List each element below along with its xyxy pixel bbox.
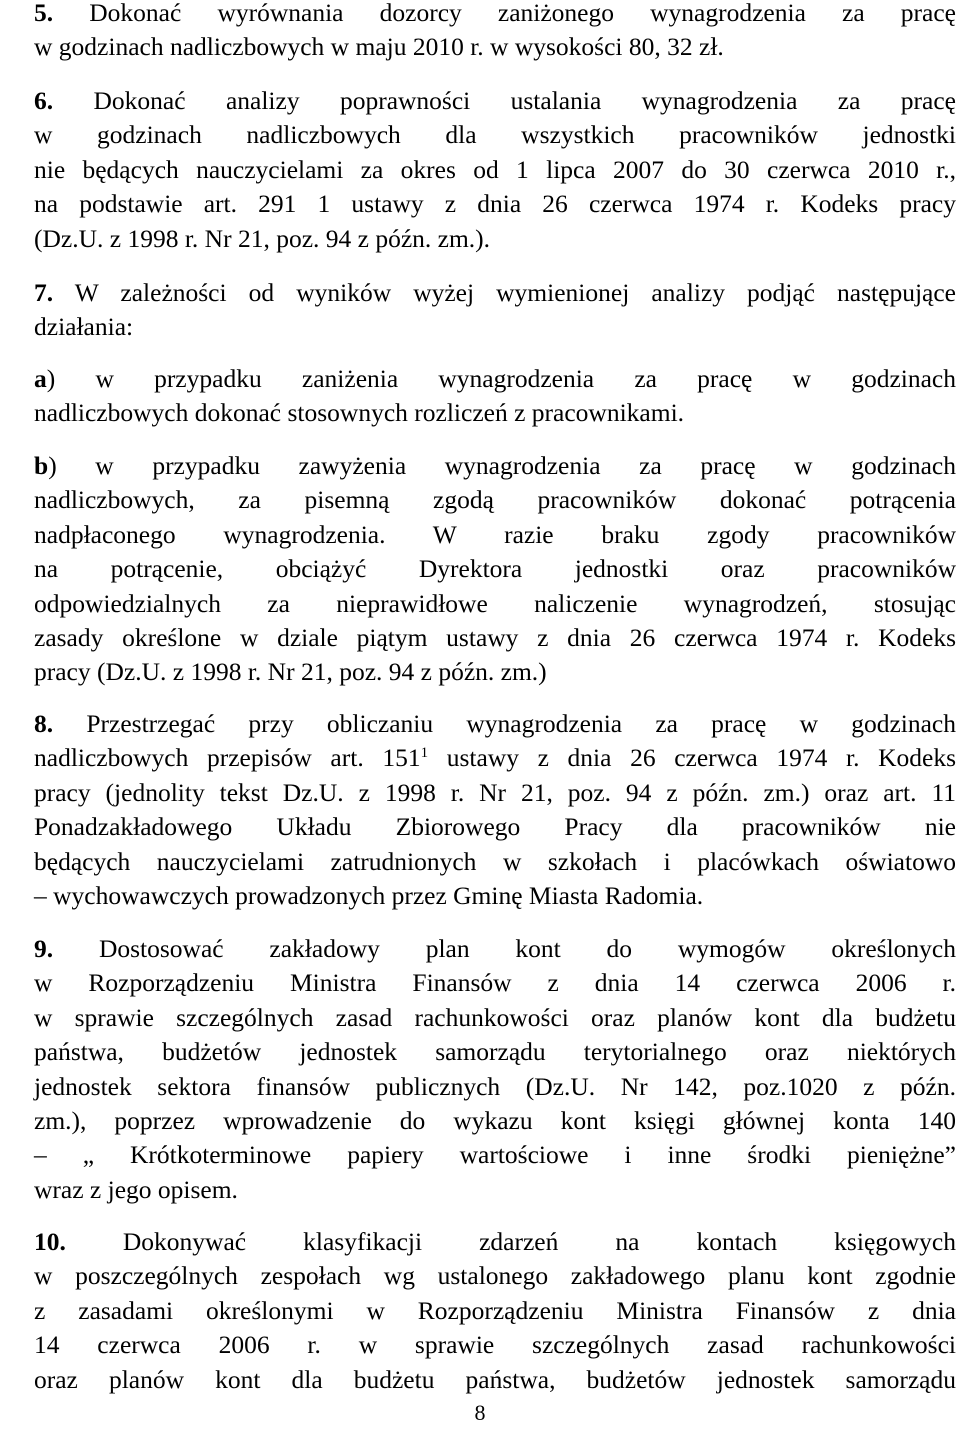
item-6-line-3: nie będących nauczycielami za okres od 1 lipca 2007 do 30 czerwca 2010 r., xyxy=(34,154,956,184)
item-10 xyxy=(34,1225,956,1397)
item-6-number: 6. xyxy=(34,86,54,115)
item-a-letter: a xyxy=(34,364,47,393)
item-b-line-1: b) w przypadku zawyżenia wynagrodzenia za pracę w godzinach xyxy=(34,451,956,480)
item-9-line-2: w Rozporządzeniu Ministra Finansów z dnia 14 czerwca 2006 r. xyxy=(34,968,956,998)
item-9-line-4: państwa, budżetów jednostek samorządu terytorialnego oraz niektórych xyxy=(34,1037,956,1067)
item-9-line-7: – „ Krótkoterminowe papiery wartościowe i inne środki pieniężne” xyxy=(34,1140,956,1170)
item-8-line-4: Ponadzakładowego Układu Zbiorowego Pracy dla pracowników nie xyxy=(34,812,956,842)
item-7-line-2: działania: xyxy=(34,312,134,342)
item-9-line-6: zm.), poprzez wprowadzenie do wykazu kont księgi głównej konta 140 xyxy=(34,1106,956,1136)
item-a-line-2: nadliczbowych dokonać stosownych rozliczeń z pracownikami. xyxy=(34,398,685,428)
item-9-line-8: wraz z jego opisem. xyxy=(34,1174,238,1204)
item-7-number: 7. xyxy=(34,278,54,307)
item-b-line-5: odpowiedzialnych za nieprawidłowe naliczenie wynagrodzeń, stosując xyxy=(34,588,956,618)
item-a xyxy=(34,362,956,431)
item-5-line-2: w godzinach nadliczbowych w maju 2010 r. w wysokości 80, 32 zł. xyxy=(34,32,724,62)
item-6-line-5: (Dz.U. z 1998 r. Nr 21, poz. 94 z późn. zm.). xyxy=(34,223,491,253)
item-b-line-3: nadpłaconego wynagrodzenia. W razie braku zgody pracowników xyxy=(34,519,956,549)
item-6-line-1: 6. Dokonać analizy poprawności ustalania wynagrodzenia za pracę xyxy=(34,86,956,115)
item-9-line-1: 9. Dostosować zakładowy plan kont do wymogów określonych xyxy=(34,934,956,963)
item-5-number: 5. xyxy=(34,0,54,27)
item-b-line-7: pracy (Dz.U. z 1998 r. Nr 21, poz. 94 z późn. zm.) xyxy=(34,657,547,687)
item-6 xyxy=(34,84,956,256)
item-10-line-3: z zasadami określonymi w Rozporządzeniu Ministra Finansów z dnia xyxy=(34,1295,956,1325)
item-8-line-3: pracy (jednolity tekst Dz.U. z 1998 r. Nr 21, poz. 94 z późn. zm.) oraz art. 11 xyxy=(34,777,956,807)
item-5 xyxy=(34,0,956,65)
item-10-line-5: oraz planów kont dla budżetu państwa, budżetów jednostek samorządu xyxy=(34,1364,956,1394)
item-8-number: 8. xyxy=(34,709,54,738)
item-8-line-5: będących nauczycielami zatrudnionych w szkołach i placówkach oświatowo xyxy=(34,846,956,876)
item-10-line-4: 14 czerwca 2006 r. w sprawie szczególnych zasad rachunkowości xyxy=(34,1330,956,1360)
item-9-line-3: w sprawie szczególnych zasad rachunkowości oraz planów kont dla budżetu xyxy=(34,1002,956,1032)
item-10-line-2: w poszczególnych zespołach wg ustalonego zakładowego planu kont zgodnie xyxy=(34,1261,956,1291)
page-number: 8 xyxy=(474,1400,486,1425)
item-7-line-1: 7. W zależności od wyników wyżej wymienionej analizy podjąć następujące xyxy=(34,278,956,307)
item-b-line-4: na potrącenie, obciążyć Dyrektora jednostki oraz pracowników xyxy=(34,554,956,584)
item-8-line-6: – wychowawczych prowadzonych przez Gminę Miasta Radomia. xyxy=(34,881,704,911)
item-9-line-5: jednostek sektora finansów publicznych (Dz.U. Nr 142, poz.1020 z późn. xyxy=(34,1071,956,1101)
item-9-number: 9. xyxy=(34,934,54,963)
item-b-letter: b xyxy=(34,451,49,480)
item-b-line-2: nadliczbowych, za pisemną zgodą pracowników dokonać potrącenia xyxy=(34,485,956,515)
item-10-line-1: 10. Dokonywać klasyfikacji zdarzeń na kontach księgowych xyxy=(34,1227,956,1256)
item-7 xyxy=(34,276,956,345)
item-6-line-2: w godzinach nadliczbowych dla wszystkich pracowników jednostki xyxy=(34,120,956,150)
item-10-number: 10. xyxy=(34,1227,66,1256)
item-a-line-1: a) w przypadku zaniżenia wynagrodzenia za pracę w godzinach xyxy=(34,364,956,393)
item-b xyxy=(34,449,956,690)
item-5-line-1: 5. Dokonać wyrównania dozorcy zaniżonego wynagrodzenia za pracę xyxy=(34,0,956,27)
item-8 xyxy=(34,707,956,913)
item-6-line-4: na podstawie art. 291 1 ustawy z dnia 26 czerwca 1974 r. Kodeks pracy xyxy=(34,189,956,219)
item-8-line-1: 8. Przestrzegać przy obliczaniu wynagrodzenia za pracę w godzinach xyxy=(34,709,956,738)
item-8-line-2: nadliczbowych przepisów art. $151^1$ ustawy z dnia 26 czerwca 1974 r. Kodeks xyxy=(34,743,957,773)
item-b-line-6: zasady określone w dziale piątym ustawy z dnia 26 czerwca 1974 r. Kodeks xyxy=(34,623,956,653)
item-9 xyxy=(34,932,956,1207)
superscript: 1 xyxy=(420,745,429,762)
